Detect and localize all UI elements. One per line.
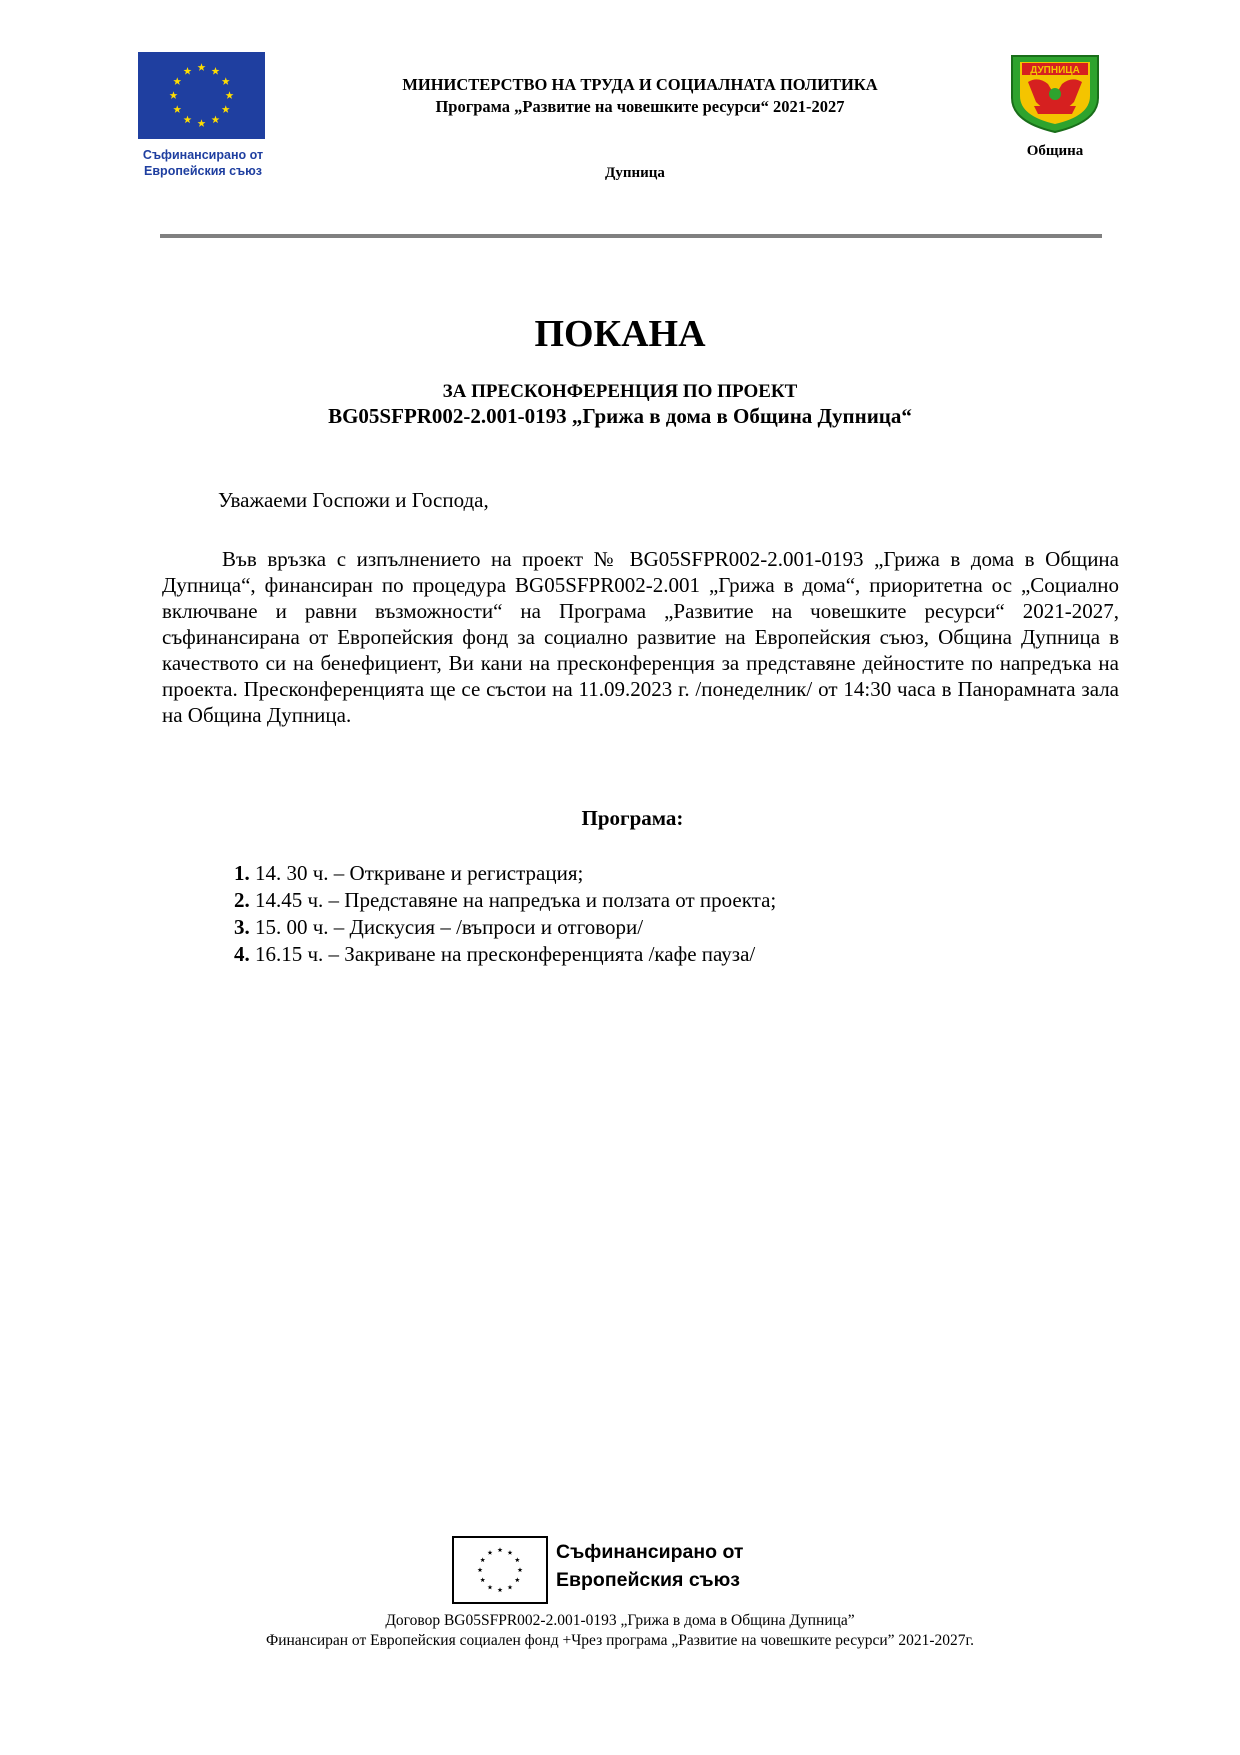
eu-flag-outline-icon [452,1536,548,1604]
footer-star-icon [508,1585,513,1590]
eu-caption-line1: Съфинансирано от [142,148,264,162]
footer-caption-line1: Съфинансирано от [556,1541,744,1563]
footer-caption-line2: Европейския съюз [556,1569,740,1591]
agenda-item-number: 3. [234,915,250,939]
eu-star-icon [173,77,181,85]
agenda-item [234,860,776,887]
eu-star-icon [222,77,230,85]
eu-star-icon [198,63,206,71]
subtitle-line1: ЗА ПРЕСКОНФЕРЕНЦИЯ ПО ПРОЕКТ [442,381,798,402]
header-divider [160,234,1102,238]
agenda-item-number: 2. [234,888,250,912]
eu-stars [138,52,265,139]
program-name: Програма „Развитие на човешките ресурси“ 2021-2027 [435,97,845,116]
footer-star-icon [508,1550,513,1555]
footer-star-icon [478,1567,483,1572]
agenda-list [234,860,776,968]
eu-star-icon [226,91,234,99]
dupnitsa-crest-icon [1008,52,1102,134]
salutation: Уважаеми Госпожи и Господа, [218,488,489,512]
subtitle-line2: BG05SFPR002-2.001-0193 „Грижа в дома в Община Дупница“ [328,404,912,428]
eu-cofunded-logo [138,52,268,179]
footer-star-icon [515,1557,520,1562]
eu-star-icon [184,116,192,124]
program-heading: Програма: [581,806,684,830]
footer-star-icon [488,1550,493,1555]
ministry-name: МИНИСТЕРСТВО НА ТРУДА И СОЦИАЛНАТА ПОЛИТИКА [402,75,878,94]
eu-star-icon [173,105,181,113]
footer-star-icon [488,1585,493,1590]
footer-funding: Финансиран от Европейския социален фонд +Чрез програма „Развитие на човешките ресурси” 2021-2027г. [265,1632,975,1649]
eu-star-icon [212,67,220,75]
agenda-item [234,887,776,914]
document-subtitle [0,380,1240,428]
eu-caption [138,147,268,179]
eu-flag-icon [138,52,265,139]
eu-star-icon [170,91,178,99]
crest-banner: ДУПНИЦА [1030,65,1080,76]
eu-star-icon [212,116,220,124]
footer-star-icon [480,1557,485,1562]
agenda-item [234,914,776,941]
header-city: Дупница [605,165,665,181]
document-title: ПОКАНА [534,313,706,355]
municipality-label: Община [1026,143,1084,159]
footer-star-icon [498,1547,503,1552]
eu-star-icon [222,105,230,113]
footer-star-icon [498,1587,503,1592]
agenda-item-text: 14. 30 ч. – Откриване и регистрация; [249,861,584,885]
agenda-item-text: 14.45 ч. – Представяне на напредъка и ползата от проекта; [249,888,777,912]
footer-star-icon [480,1577,485,1582]
agenda-item [234,941,776,968]
footer-eu-caption [556,1538,743,1594]
footer-contract: Договор BG05SFPR002-2.001-0193 „Грижа в дома в Община Дупница” [385,1612,855,1629]
header-titles [290,74,990,118]
agenda-item-number: 4. [234,942,250,966]
footer-eu-logo [452,1536,792,1604]
eu-star-icon [184,67,192,75]
agenda-item-number: 1. [234,861,250,885]
agenda-item-text: 16.15 ч. – Закриване на пресконференцията /кафе пауза/ [249,942,756,966]
footer-star-icon [515,1577,520,1582]
eu-star-icon [198,119,206,127]
eu-caption-line2: Европейския съюз [144,164,262,178]
agenda-item-text: 15. 00 ч. – Дискусия – /въпроси и отговори/ [249,915,644,939]
footer-eu-stars [454,1538,546,1602]
footer-star-icon [518,1567,523,1572]
invitation-body: Във връзка с изпълнението на проект № BG05SFPR002-2.001-0193 „Грижа в дома в Община Дупница“, финансиран по процедура BG05SFPR002-2.001 „Грижа в дома“, приоритетна ос „Социално включване и равни възможности“ на Програма „Развитие на човешките ресурси“ 2021-2027, съфинансирана от Европейския фонд за социално развитие на Европейския съюз, Община Дупница в качеството си на бенефициент, Ви кани на пресконференция за представяне дейностите по напредъка на проекта. Пресконференцията ще се състои на 11.09.2023 г. /понеделник/ от 14:30 часа в Панорамната зала на Община Дупница. [162,547,1119,727]
